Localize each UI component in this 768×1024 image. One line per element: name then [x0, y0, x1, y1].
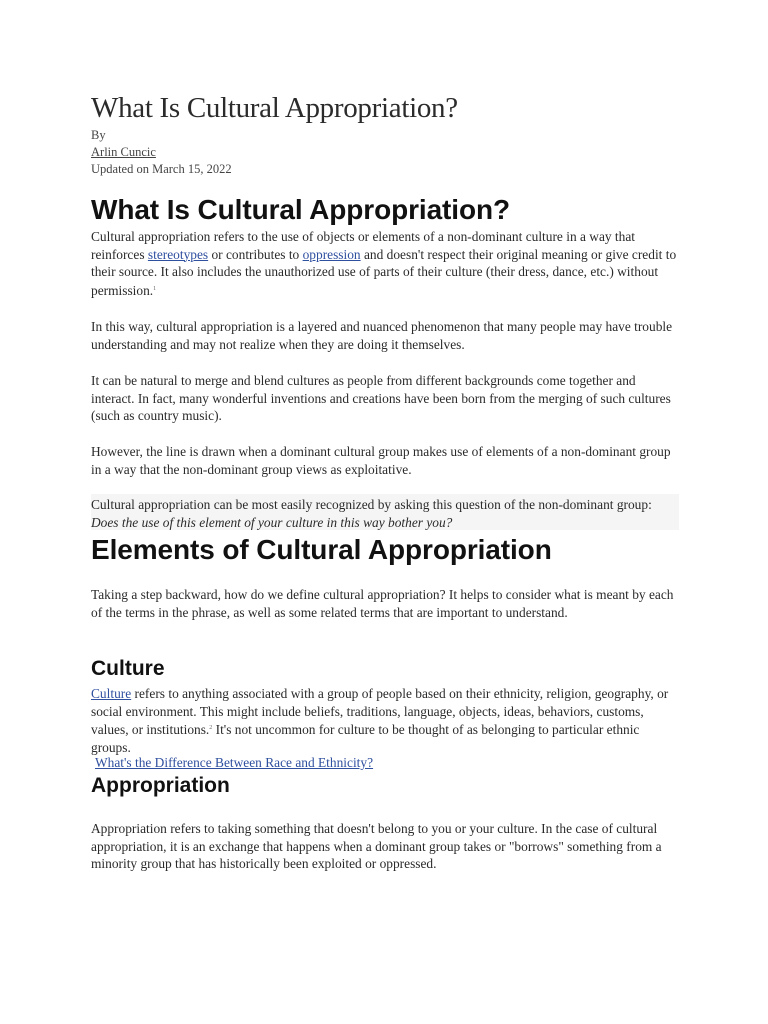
paragraph-text: Cultural appropriation refers to the use of objects or elements of a non-dominant culture in a way that reinforces: [91, 229, 636, 262]
paragraph-definition: [91, 228, 681, 299]
paragraph-text: or contributes to: [208, 246, 303, 262]
paragraph-line-drawn: However, the line is drawn when a dominant cultural group makes use of elements of a non-dominant group in a way that the non-dominant group views as exploitative.: [91, 444, 671, 477]
subheading-culture: Culture: [91, 657, 165, 680]
footnote-marker[interactable]: 1: [153, 285, 157, 292]
author-link[interactable]: Arlin Cuncic: [91, 145, 156, 159]
paragraph-culture: [91, 685, 681, 756]
paragraph-text: and doesn't respect their original meaning or give credit to their source. It also includes the unauthorized use of parts of their culture (their dress, dance, etc.) without permission.: [91, 246, 677, 298]
section-heading-elements: Elements of Cultural Appropriation: [91, 534, 552, 565]
paragraph-text: refers to anything associated with a group of people based on their ethnicity, religion, geography, or social environment. This might include beliefs, traditions, language, objects, ideas, behaviors, customs, values, or institutions.: [91, 686, 669, 738]
paragraph-appropriation: Appropriation refers to taking something that doesn't belong to you or your culture. In the case of cultural appropriation, it is an exchange that happens when a dominant group takes or "borrows" something from a minority group that has historically been exploited or oppressed.: [91, 821, 662, 872]
subheading-appropriation: Appropriation: [91, 774, 230, 797]
stereotypes-link[interactable]: stereotypes: [147, 246, 209, 262]
paragraph-text: It's not uncommon for culture to be thought of as belonging to particular ethnic groups.: [91, 722, 640, 755]
byline-by: By: [91, 128, 106, 142]
paragraph-step-backward: Taking a step backward, how do we define cultural appropriation? It helps to consider what is meant by each of the terms in the phrase, as well as some related terms that are important to understand.: [91, 587, 674, 620]
updated-date: Updated on March 15, 2022: [91, 162, 232, 176]
callout-text: [91, 496, 681, 531]
oppression-link[interactable]: oppression: [302, 246, 361, 262]
byline-author: [91, 145, 156, 160]
paragraph-layered: In this way, cultural appropriation is a layered and nuanced phenomenon that many people may have trouble understanding and may not realize when they are doing it themselves.: [91, 319, 673, 352]
callout-question: Does the use of this element of your culture in this way bother you?: [91, 514, 453, 530]
callout-lead: Cultural appropriation can be most easily recognized by asking this question of the non-dominant group:: [91, 497, 652, 512]
footnote-marker[interactable]: 2: [209, 725, 213, 732]
document-title: What Is Cultural Appropriation?: [91, 92, 458, 124]
paragraph-merge: It can be natural to merge and blend cultures as people from different backgrounds come together and interact. In fact, many wonderful inventions and creations have been born from the merging of such cultures (such as country music).: [91, 373, 671, 424]
section-heading-what-is: What Is Cultural Appropriation?: [91, 194, 510, 225]
race-ethnicity-link[interactable]: What's the Difference Between Race and Ethnicity?: [95, 755, 374, 770]
related-article: [95, 755, 373, 771]
culture-link[interactable]: Culture: [91, 686, 132, 701]
